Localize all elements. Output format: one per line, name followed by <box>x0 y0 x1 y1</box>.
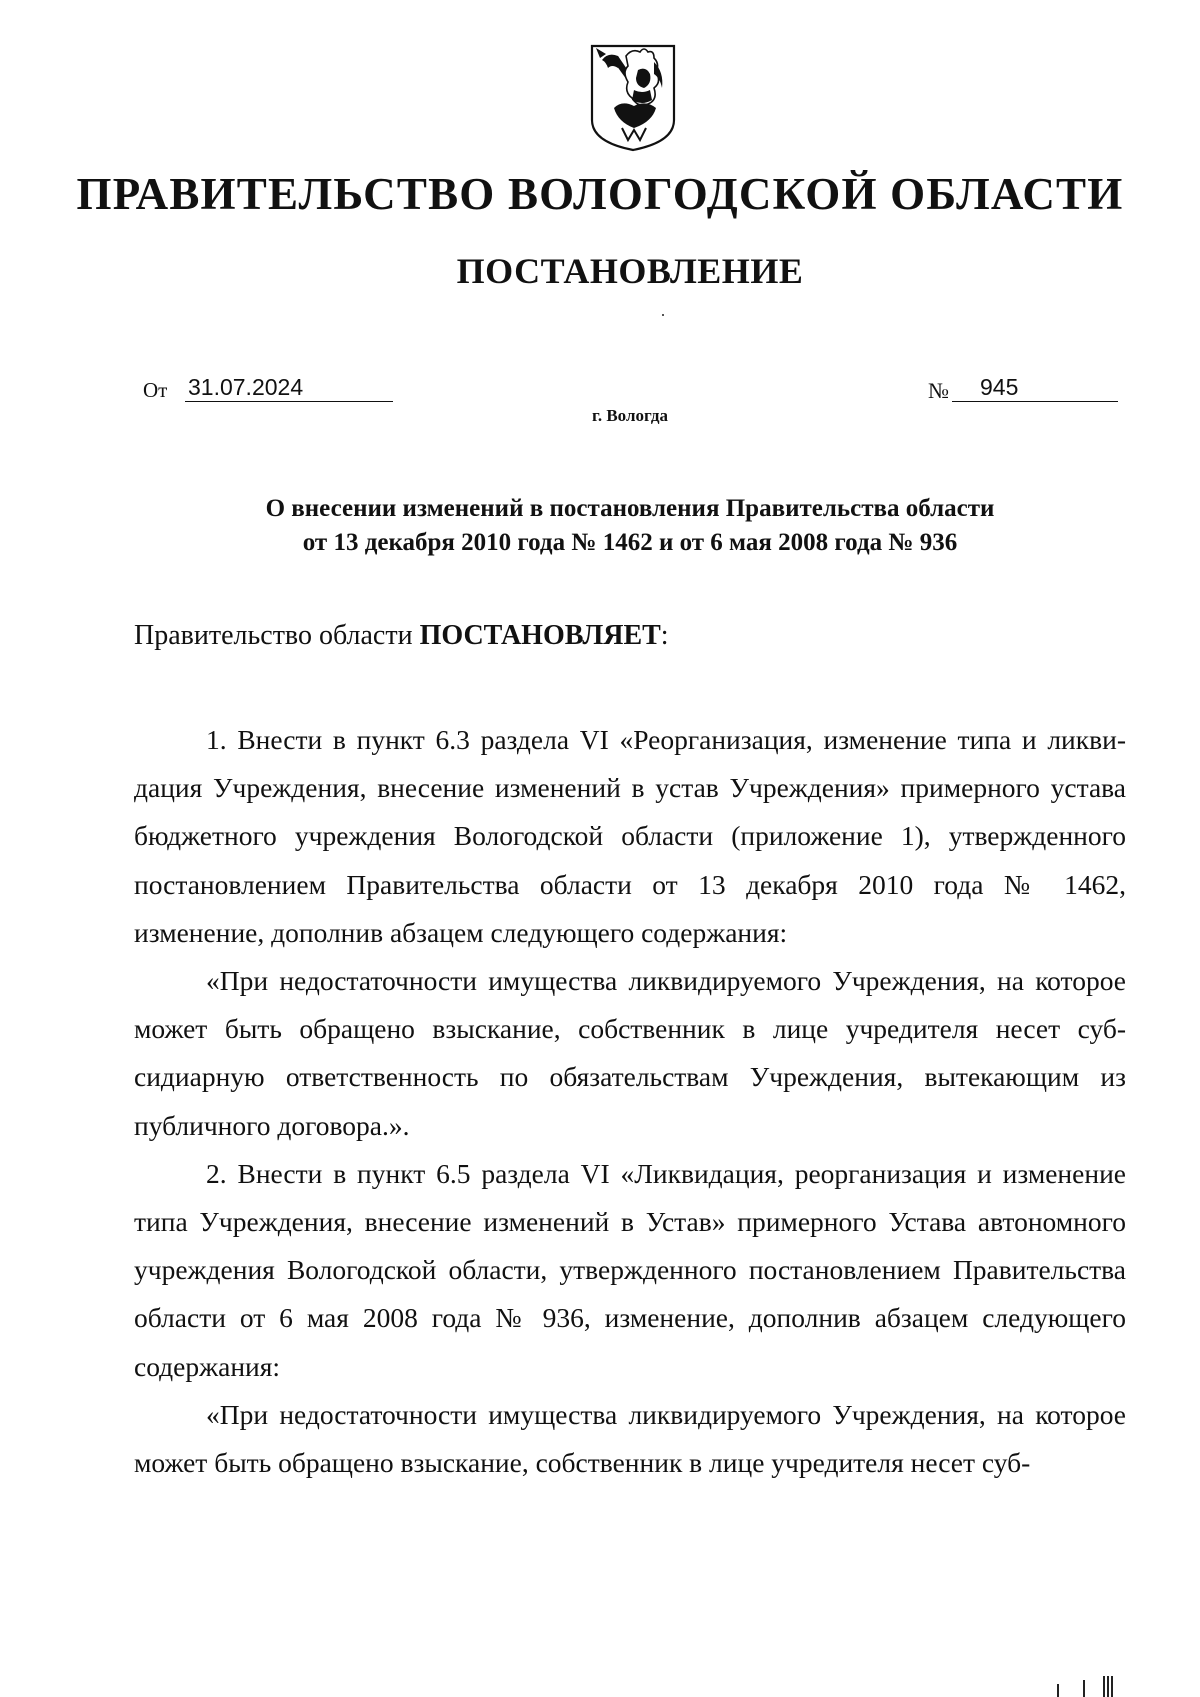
coat-of-arms-icon <box>588 42 678 154</box>
intro-decrees: ПОСТАНОВЛЯЕТ <box>419 620 661 651</box>
intro-text: Правительство области <box>134 620 420 651</box>
number-field: 945 <box>952 372 1118 402</box>
paragraph-2-quote: «При недостаточности имущества ликвидируемого Учреждения, на которое может быть обращено взыскание, собственник в лице учредителя несет суб- <box>134 1398 1126 1479</box>
document-subject <box>0 492 1200 560</box>
document-type: ПОСТАНОВЛЕНИЕ <box>456 251 804 291</box>
scan-edge-marks <box>1054 1676 1124 1697</box>
date-field: 31.07.2024 <box>185 372 393 402</box>
document-body <box>134 716 1126 1487</box>
paragraph-1: 1. Внести в пункт 6.3 раздела VI «Реорганизация, изменение типа и ликвидация Учреждения, внесение изменений в устав Учреждения» примерного устава бюджетного учреждения Вологодской области (приложение 1), утвержденного постановлением Правительства области от 13 декабря 2010 года № 1462, изменение, дополнив абзацем следующего содержания: <box>134 724 1126 948</box>
scan-speck <box>662 314 664 316</box>
date-label: От <box>143 378 168 402</box>
number-label: № <box>928 378 949 403</box>
subject-line-2: от 13 декабря 2010 года № 1462 и от 6 мая 2008 года № 936 <box>302 529 958 556</box>
paragraph-2: 2. Внести в пункт 6.5 раздела VI «Ликвидация, реорганизация и изменение типа Учреждения, внесение изменений в Устав» примерного Устава автономного учреждения Вологодской области, утвержденного постановлением Правительства области от 6 мая 2008 года № 936, изменение, дополнив абзацем следующего содержания: <box>134 1157 1126 1382</box>
subject-line-1: О внесении изменений в постановления Правительства области <box>265 495 995 522</box>
city: г. Вологда <box>592 406 668 425</box>
intro-colon: : <box>660 620 669 651</box>
government-title: ПРАВИТЕЛЬСТВО ВОЛОГОДСКОЙ ОБЛАСТИ <box>76 169 1124 219</box>
paragraph-1-quote: «При недостаточности имущества ликвидируемого Учреждения, на которое может быть обращено взыскание, собственник в лице учредителя несет субсидиарную ответственность по обязательствам Учреждения, вытекающим из публичного договора.». <box>134 965 1126 1141</box>
intro-line <box>134 620 669 652</box>
